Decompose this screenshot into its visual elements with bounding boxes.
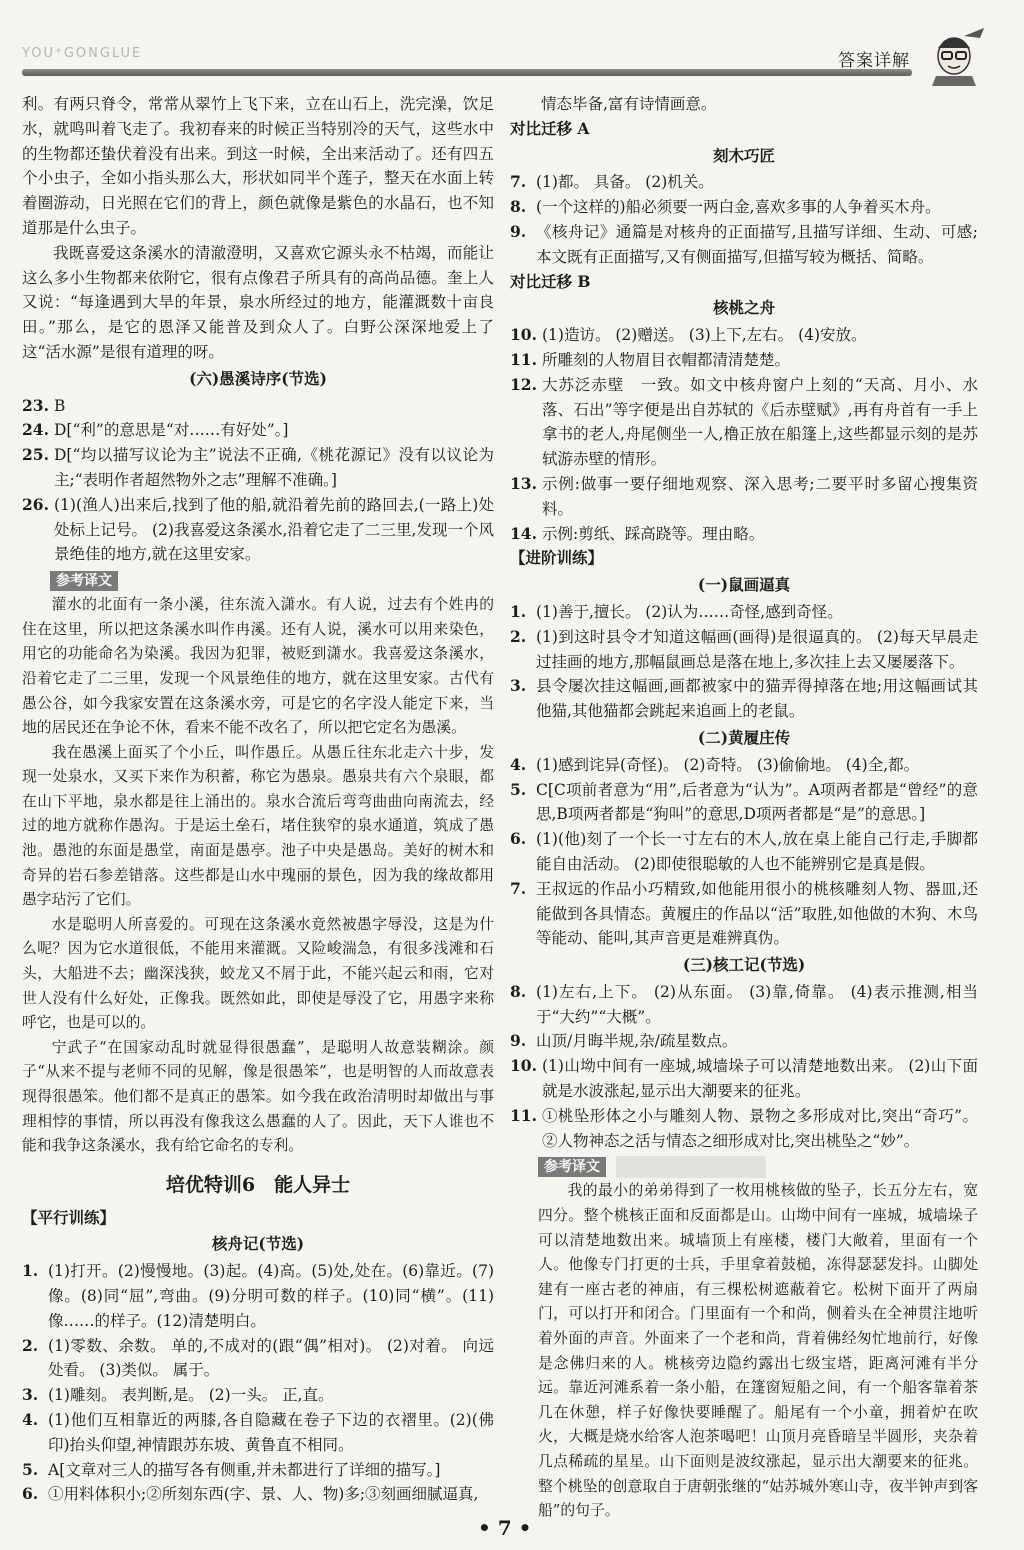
answer-item — [22, 493, 494, 567]
answer-text: D[“利”的意思是“对……有好处”。] — [54, 421, 289, 440]
subsection-title: (六)愚溪诗序(节选) — [189, 368, 327, 388]
subsection-title: (二)黄履庄传 — [697, 727, 791, 747]
answer-number: 4. — [510, 754, 527, 774]
answer-number: 24. — [22, 420, 49, 440]
answer-text: C[C项前者意为“用”,后者意为“认为”。A项两者都是“曾经”的意思,B项两者都是“狗叫”的意思,D项两者都是“是”的意思。] — [536, 780, 978, 824]
answer-number: 12. — [510, 374, 537, 394]
answer-item — [22, 1259, 494, 1333]
answer-item — [510, 753, 978, 778]
answer-item — [510, 1104, 978, 1154]
answer-item — [510, 625, 978, 675]
subsection-title: 刻木巧匠 — [712, 145, 775, 165]
comparison-label: 对比迁移 A — [510, 118, 590, 138]
answer-text: 县令屡次挂这幅画,画都被家中的猫弄得掉落在地;用这幅画试其他猫,其他猫都会跳起来追画上的老鼠。 — [536, 677, 978, 721]
answer-number: 11. — [510, 349, 537, 369]
answer-item — [510, 522, 978, 547]
answer-text: (1)零数、余数。 单的,不成对的(跟“偶”相对)。 (2)对着。 向远处看。 (3)类似。 属于。 — [48, 1336, 494, 1380]
answer-text: 王叔远的作品小巧精致,如他能用很小的桃核雕刻人物、器皿,还能做到各具情态。黄履庄的作品以“活”取胜,如他做的木狗、木鸟等能动、能叫,其声音更是难辨真伪。 — [536, 879, 978, 948]
subsection-title: 核舟记(节选) — [211, 1234, 305, 1254]
answer-item — [510, 195, 978, 220]
answer-text: 示例:剪纸、踩高跷等。理由略。 — [542, 524, 765, 543]
answer-number: 2. — [510, 626, 527, 646]
answer-number: 5. — [510, 779, 527, 799]
answer-number: 10. — [510, 1056, 537, 1076]
answer-text: (1)感到诧异(奇怪)。 (2)奇特。 (3)偷偷地。 (4)全,都。 — [536, 755, 920, 774]
answer-text: (1)造访。 (2)赠送。 (3)上下,左右。 (4)安放。 — [542, 326, 867, 345]
answer-item — [22, 443, 494, 493]
answer-text: (1)他们互相靠近的两膝,各自隐藏在卷子下边的衣褶里。(2)(佛印)抬头仰望,神情跟苏东坡、黄鲁直不相同。 — [48, 1410, 494, 1454]
header-rule — [22, 69, 912, 76]
answer-text: (1)打开。(2)慢慢地。(3)起。(4)高。(5)处,处在。(6)靠近。(7)像。(8)同“屈”,弯曲。(9)分明可数的样子。(10)同“横”。(11)像……的样子。(12)清楚明白。 — [48, 1262, 494, 1330]
answer-number: 6. — [22, 1484, 39, 1504]
brand-logo-text: YOU⁺GONGLUE — [22, 46, 143, 61]
answer-item — [510, 877, 978, 951]
reference-translation-tag: 参考译文 — [50, 571, 118, 591]
intro-paragraph: 我既喜爱这条溪水的清澈澄明，又喜欢它源头永不枯竭，而能让这么多小生物都来依附它，很有点像君子所具有的高尚品德。奎上人又说：“每逢遇到大旱的年景，泉水所经过的地方，能灌溉数十亩良田。”那么，是它的恩泽又能普及到众人了。白野公深深地爱上了这“活水源”是很有道理的呀。 — [22, 243, 494, 361]
answer-number: 3. — [22, 1385, 39, 1405]
answer-number: 14. — [510, 523, 537, 543]
answer-number: 23. — [22, 395, 49, 415]
left-column — [22, 92, 494, 1507]
answer-number: 26. — [22, 494, 49, 514]
answer-item — [510, 827, 978, 877]
answer-text: 山顶/月晦半规,杂/疏星数点。 — [536, 1032, 738, 1051]
answer-item — [510, 220, 978, 270]
answer-item — [510, 778, 978, 828]
section-label: 答案详解 — [838, 51, 910, 71]
translation-paragraph: 我的最小的弟弟得到了一枚用桃核做的坠子，长五分左右，宽四分。整个桃核正面和反面都是山。山坳中间有一座城，城墙垛子可以清楚地数出来。城墙顶上有座楼，楼门大敞着，里面有一个人。他像专门打更的士兵，手里拿着鼓槌，冻得瑟瑟发抖。山脚处建有一座古老的神庙，有三棵松树遮蔽着它。松树下面开了两扇门，可以打开和闭合。门里面有一个和尚，侧着头在全神贯注地听着外面的声音。外面来了一个老和尚，背着佛经匆忙地前行，好像是念佛归来的人。桃核旁边隐约露出七级宝塔，距离河滩有半分远。靠近河滩系着一条小船，在篷窗短船之间，有一个船客靠着茶几在休憩，样子好像快要睡醒了。船尾有一个小童，拥着炉在吹火，大概是烧水给客人泡茶喝吧！山顶月亮昏暗呈半圆形，夹杂着几点稀疏的星星。山下面则是波纹涨起，显示出大潮要来的征兆。整个桃坠的创意取自于唐朝张继的“姑苏城外寒山寺，夜半钟声到客船”的句子。 — [538, 1182, 978, 1520]
answer-item — [510, 170, 978, 195]
page-number: • 7 • — [478, 1516, 532, 1540]
answer-number: 2. — [22, 1335, 39, 1355]
answer-item — [510, 323, 978, 348]
answer-text: 《核舟记》通篇是对核舟的正面描写,且描写详细、生动、可感;本文既有正面描写,又有侧面描写,但描写较为概括、简略。 — [536, 222, 978, 266]
answer-text: (1)(他)刻了一个长一寸左右的木人,放在桌上能自己行走,手脚都能自由活动。 (2)即使很聪敏的人也不能辨别它是真是假。 — [536, 830, 978, 873]
mascot-icon — [918, 26, 990, 86]
answer-item — [510, 980, 978, 1030]
answer-number: 11. — [510, 1105, 537, 1125]
lesson-title: 培优特训6 能人异士 — [165, 1173, 351, 1196]
answer-item — [22, 1334, 494, 1384]
answer-number: 5. — [22, 1459, 39, 1479]
translation-paragraph: 我在愚溪上面买了个小丘，叫作愚丘。从愚丘往东北走六十步，发现一处泉水，又买下来作为积蓄，称它为愚泉。愚泉共有六个泉眼，都在山下平地，泉水都是往上涌出的。泉水合流后弯弯曲曲向南流去，经过的地方就称作愚沟。于是运土垒石，堵住狭窄的泉水通道，筑成了愚池。愚池的东面是愚堂，南面是愚亭。池子中央是愚岛。美好的树木和奇异的岩石参差错落。这些都是山水中瑰丽的景色，因为我的缘故都用愚字玷污了它们。 — [22, 743, 494, 909]
answer-text: (1)都。 具备。 (2)机关。 — [536, 173, 714, 192]
answer-text: ①桃坠形体之小与雕刻人物、景物之多形成对比,突出“奇巧”。②人物神态之活与情态之细形成对比,突出桃坠之“妙”。 — [542, 1106, 978, 1150]
answer-number: 9. — [510, 221, 527, 241]
smudge-mark — [616, 1156, 766, 1178]
parallel-training-label: 【平行训练】 — [22, 1207, 116, 1227]
subsection-title: (一)鼠画逼真 — [697, 575, 791, 595]
answer-text: (1)左右,上下。 (2)从东面。 (3)靠,倚靠。 (4)表示推测,相当于“大约”“大概”。 — [536, 982, 978, 1026]
answer-item — [510, 373, 978, 472]
answer-number: 1. — [510, 601, 527, 621]
answer-number: 6. — [510, 829, 527, 849]
answer-item — [22, 418, 494, 443]
answer-number: 8. — [510, 981, 527, 1001]
translation-paragraph: 宁武子“在国家动乱时就显得很愚蠢”，是聪明人故意装糊涂。颜子“从来不提与老师不同的见解，像是很愚笨”，也是明智的人而故意表现得很愚笨。他们都不是真正的愚笨。如今我在政治清明时却做出与事理相悖的事情，所以再没有像我这么愚蠢的人了。因此，天下人谁也不能和我争这条溪水，我有给它命名的专利。 — [22, 1038, 494, 1155]
answer-text: 示例:做事一要仔细地观察、深入思考;二要平时多留心搜集资料。 — [542, 474, 978, 518]
answer-text: D[“均以描写议论为主”说法不正确,《桃花源记》没有以议论为主;“表明作者超然物外之志”理解不准确。] — [54, 446, 494, 489]
answer-item — [22, 1383, 494, 1408]
answer-text: (1)善于,擅长。 (2)认为……奇怪,感到奇怪。 — [536, 602, 843, 621]
subsection-title: (三)核工记(节选) — [682, 955, 806, 975]
answer-number: 3. — [510, 676, 527, 696]
answer-text: (1)(渔人)出来后,找到了他的船,就沿着先前的路回去,(一路上)处处标上记号。 (2)我喜爱这条溪水,沿着它走了二三里,发现一个风景绝佳的地方,就在这里安家。 — [54, 495, 494, 564]
answer-number: 13. — [510, 473, 537, 493]
answer-text: (1)雕刻。 表判断,是。 (2)一头。 正,直。 — [48, 1386, 334, 1405]
comparison-label: 对比迁移 B — [510, 271, 591, 291]
answer-text: (一个这样的)船必须要一两白金,喜欢多事的人争着买木舟。 — [536, 198, 941, 217]
answer-item — [22, 394, 494, 419]
answer-text: 所雕刻的人物眉目衣帽都清清楚楚。 — [542, 350, 791, 369]
reference-translation-tag: 参考译文 — [538, 1157, 606, 1177]
answer-number: 10. — [510, 325, 537, 345]
answer-item — [510, 472, 978, 522]
translation-paragraph: 水是聪明人所喜爱的。可现在这条溪水竟然被愚字辱没，这是为什么呢？因为它水道很低，不能用来灌溉。又险峻湍急，有很多浅滩和石头，大船进不去；幽深浅狭，蛟龙又不屑于此，不能兴起云和雨，它对世人没有什么好处，正像我。既然如此，即使是辱没了它，用愚字来称呼它，也是可以的。 — [22, 915, 494, 1032]
answer-number: 1. — [22, 1261, 39, 1281]
page-header — [0, 0, 1024, 88]
answer-item — [22, 1482, 494, 1507]
answer-item — [22, 1458, 494, 1483]
continued-text: 情态毕备,富有诗情画意。 — [541, 95, 717, 113]
answer-number: 7. — [510, 172, 527, 192]
answer-item — [510, 1054, 978, 1104]
answer-item — [510, 600, 978, 625]
answer-item — [510, 348, 978, 373]
answer-text: ①用料体积小;②所刻东西(字、景、人、物)多;③刻画细腻逼真, — [48, 1485, 479, 1504]
answer-text: 大苏泛赤壁 一致。如文中核舟窗户上刻的“天高、月小、水落、石出”等字便是出自苏轼的《后赤壁赋》,再有舟首有一手上拿书的老人,舟尾侧坐一人,橹正放在船篷上,这些都显示刻的是苏轼游赤壁的情形。 — [542, 375, 978, 469]
answer-number: 8. — [510, 197, 527, 217]
answer-text: (1)到这时县令才知道这幅画(画得)是很逼真的。 (2)每天早晨走过挂画的地方,那幅鼠画总是落在地上,多次挂上去又屡屡落下。 — [536, 627, 978, 671]
intro-paragraph: 利。有两只脊令，常常从翠竹上飞下来，立在山石上，洗完澡，饮足水，就鸣叫着飞走了。我初春来的时候正当特别冷的天气，这些水中的生物都还蛰伏着没有出来。到这一时候，全出来活动了。还有四五个小虫子，全如小指头那么大，形状如同半个莲子，整天在水面上转着圈游动，日光照在它们的背上，颜色就像是紫色的水晶石，也不知道那是什么虫子。 — [22, 95, 494, 237]
translation-paragraph: 灌水的北面有一条小溪，往东流入潇水。有人说，过去有个姓冉的住在这里，所以把这条溪水叫作冉溪。还有人说，溪水可以用来染色，用它的功能命名为染溪。我因为犯罪，被贬到潇水。我喜爱这条溪水，沿着它走了二三里，发现一个风景绝佳的地方，就在这里安家。古代有愚公谷，如今我家安置在这条溪水旁，可是它的名字没人能定下来，当地的居民还在争论不休，看来不能不改名了，所以把它定名为愚溪。 — [22, 596, 494, 737]
answer-item — [22, 1408, 494, 1458]
answer-number: 4. — [22, 1409, 39, 1429]
advanced-training-label: 【进阶训练】 — [510, 548, 604, 568]
answer-text: A[文章对三人的描写各有侧重,并未都进行了详细的描写。] — [48, 1460, 441, 1479]
answer-text: (1)山坳中间有一座城,城墙垛子可以清楚地数出来。 (2)山下面就是水波涨起,显示出大潮要来的征兆。 — [542, 1057, 978, 1101]
right-column — [510, 92, 978, 1524]
answer-text: B — [54, 396, 66, 415]
answer-number: 25. — [22, 445, 49, 465]
answer-item — [510, 1029, 978, 1054]
answer-number: 9. — [510, 1031, 527, 1051]
subsection-title: 核桃之舟 — [712, 298, 775, 318]
answer-item — [510, 674, 978, 724]
answer-number: 7. — [510, 878, 527, 898]
